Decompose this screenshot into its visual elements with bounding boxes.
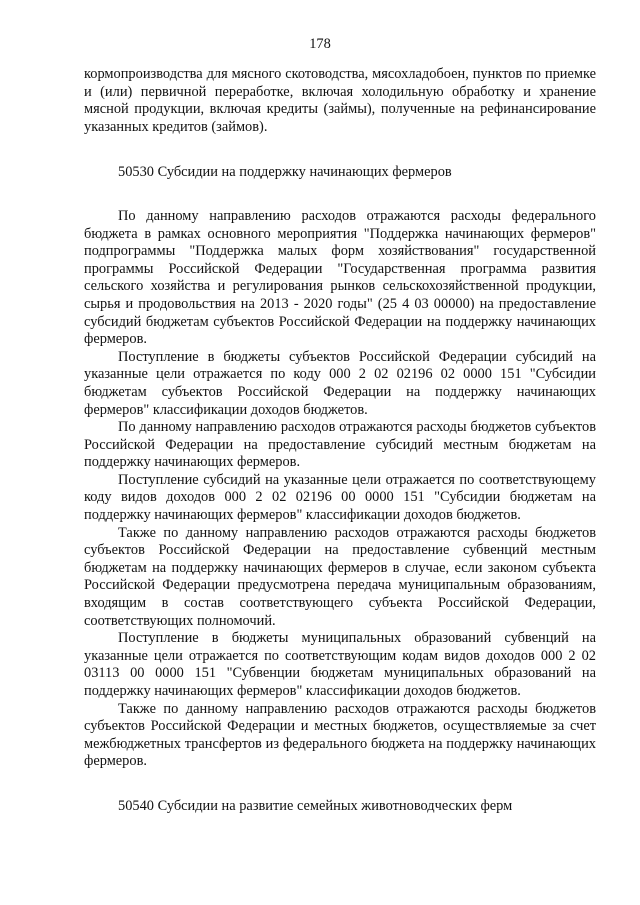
paragraph: Также по данному направлению расходов отражаются расходы бюджетов субъектов Российской Федерации и местных бюджетов, осуществляемые за счет межбюджетных трансфертов из федерального бюджета на поддержку начинающих фермеров.: [84, 700, 596, 770]
paragraph: Поступление субсидий на указанные цели отражается по соответствующему коду видов доходов 000 2 02 02196 00 0000 151 "Субсидии бюджетам на поддержку начинающих фермеров" классификации доходов бюджетов.: [84, 471, 596, 524]
paragraph: По данному направлению расходов отражаются расходы бюджетов субъектов Российской Федерации на предоставление субсидий местным бюджетам на поддержку начинающих фермеров.: [84, 419, 596, 471]
section-heading-50540: 50540 Субсидии на развитие семейных животноводческих ферм: [118, 797, 513, 814]
paragraph: По данному направлению расходов отражаются расходы федерального бюджета в рамках основного мероприятия "Поддержка начинающих фермеров" подпрограммы "Поддержка малых форм хозяйствования" государственной программы Российской Федерации "Государственная программа развития сельского хозяйства и регулирования рынков сельскохозяйственной продукции, сырья и продовольствия на 2013 - 2020 годы" (25 4 03 00000) на предоставление субсидий бюджетам субъектов Российской Федерации на поддержку начинающих фермеров.: [84, 207, 596, 348]
paragraph-continuation: кормопроизводства для мясного скотоводства, мясохладобоен, пунктов по приемке и (или) первичной переработке, включая холодильную обработку и хранение мясной продукции, включая кредиты (займы), полученные на рефинансирование указанных кредитов (займов).: [84, 66, 596, 135]
section-heading-50530: 50530 Субсидии на поддержку начинающих фермеров: [118, 164, 452, 181]
paragraph: Поступление в бюджеты муниципальных образований субвенций на указанные цели отражается по соответствующим кодам видов доходов 000 2 02 03113 00 0000 151 "Субвенции бюджетам муниципальных образований на поддержку начинающих фермеров" классификации доходов бюджетов.: [84, 630, 596, 699]
page-number: 178: [309, 36, 331, 52]
paragraph: Также по данному направлению расходов отражаются расходы бюджетов субъектов Российской Федерации на предоставление субвенций местным бюджетам на поддержку начинающих фермеров в случае, если законом субъекта Российской Федерации предусмотрена передача муниципальным образованиям, входящим в состав соответствующего субъекта Российской Федерации, соответствующих полномочий.: [84, 524, 596, 629]
paragraph: Поступление в бюджеты субъектов Российской Федерации субсидий на указанные цели отражается по коду 000 2 02 02196 02 0000 151 "Субсидии бюджетам субъектов Российской Федерации на поддержку начинающих фермеров" классификации доходов бюджетов.: [84, 348, 596, 418]
document-body: [84, 66, 596, 816]
